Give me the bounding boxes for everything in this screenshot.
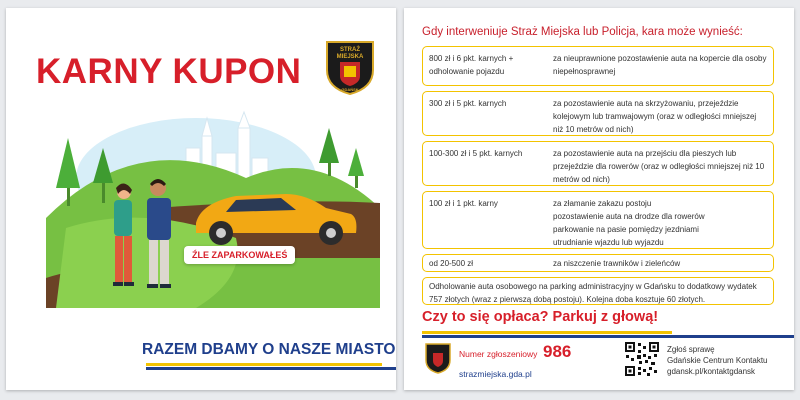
fine-row (422, 91, 774, 136)
fine-amount: od 20-500 zł (429, 259, 474, 268)
report-line-2: Gdańskie Centrum Kontaktu (667, 356, 768, 365)
parking-illustration (46, 108, 380, 308)
report-info (667, 344, 768, 377)
front-card (6, 8, 396, 390)
city-guard-badge-logo (324, 38, 376, 96)
call-to-action: Czy to się opłaca? Parkuj z głową! (422, 309, 659, 325)
fine-description: za pozostawienie auta na przejściu dla pieszych lub przejeździe dla rowerów (oraz w odległości mniejszej niż 10 metrów od nich) (553, 149, 765, 184)
report-number-value: 986 (543, 342, 572, 361)
badge-text-2: MIEJSKA (336, 54, 364, 60)
back-card (404, 8, 794, 390)
fine-description: za pozostawienie auta na skrzyżowaniu, przejeździe kolejowym lub tramwajowym (oraz w odległości mniejszej niż 10 metrów od nich) (553, 99, 757, 134)
fine-amount: 300 zł i 5 pkt. karnych (429, 99, 507, 108)
fine-amount: 800 zł i 6 pkt. karnych + odholowanie pojazdu (429, 54, 514, 76)
fine-row (422, 254, 774, 272)
fines-intro: Gdy interweniuje Straż Miejska lub Policja, kara może wynieść: (422, 26, 743, 38)
badge-text-1: STRAŻ (340, 47, 360, 53)
fine-row (422, 46, 774, 86)
fine-row (422, 141, 774, 186)
yellow-stripe (146, 363, 382, 366)
fine-row (422, 191, 774, 249)
fine-amount: 100 zł i 1 pkt. karny (429, 199, 498, 208)
report-link[interactable]: gdansk.pl/kontaktgdansk (667, 367, 756, 376)
fine-description: za nieuprawnione pozostawienie auta na kopercie dla osoby niepełnosprawnej (553, 54, 767, 76)
navy-stripe (422, 335, 794, 338)
report-line-1: Zgłoś sprawę (667, 345, 715, 354)
towing-note (422, 277, 774, 305)
city-guard-badge-small-logo (424, 342, 452, 374)
badge-text-3: GDAŃSK (341, 87, 359, 92)
towing-note-text: Odholowanie auta osobowego na parking administracyjny w Gdańsku to dodatkowy wydatek 757 złotych (wraz z pierwszą dobą postoju). Kolejna doba kosztuje 60 złotych. (429, 282, 757, 304)
fine-amount: 100-300 zł i 5 pkt. karnych (429, 149, 523, 158)
speech-bubble: ŹLE ZAPARKOWAŁEŚ (184, 246, 295, 264)
page-title: KARNY KUPON (36, 52, 302, 91)
slogan: RAZEM DBAMY O NASZE MIASTO (142, 341, 396, 358)
fine-description: za niszczenie trawników i zieleńców (553, 259, 681, 268)
website-link[interactable]: strazmiejska.gda.pl (459, 369, 532, 379)
qr-code[interactable] (624, 341, 660, 377)
fine-description: za złamanie zakazu postoju pozostawienie auta na drodze dla rowerów parkowanie na pasie pomiędzy jezdniami utrudnianie wjazdu lub wyjazdu (553, 199, 705, 247)
report-number-label: Numer zgłoszeniowy (459, 349, 538, 359)
navy-stripe (146, 367, 396, 370)
yellow-stripe (422, 331, 672, 334)
